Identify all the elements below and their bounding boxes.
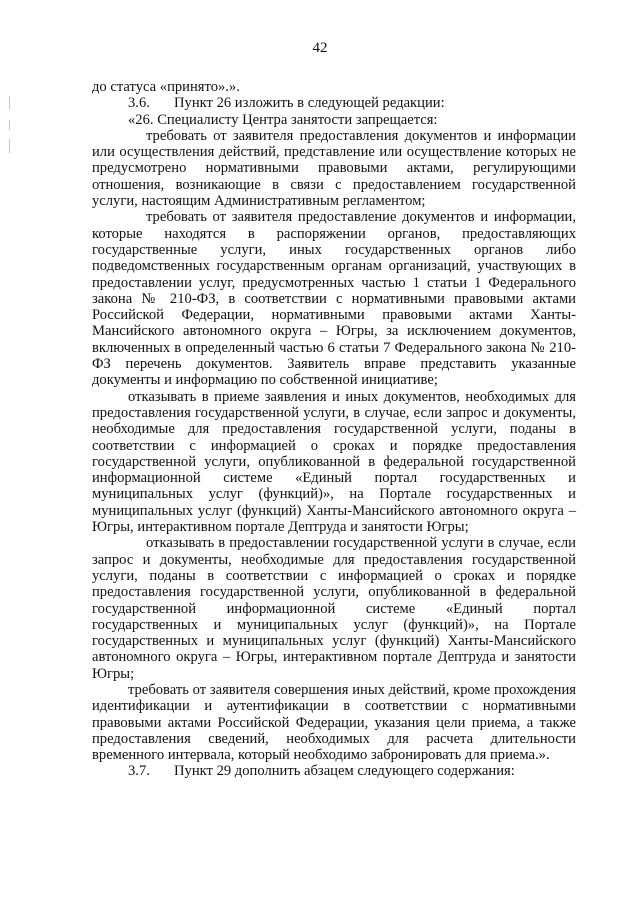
scan-margin-mark [9, 120, 10, 130]
prohibition-paragraph: требовать от заявителя предоставление документов и информации, которые находятся в распоряжении органов, предоставляющих государственные услуги, иных государственных органов либо подведомственных государственным органам организаций, участвующих в предоставлении услуг, предусмотренных частью 1 статьи 1 Федерального закона № 210-ФЗ, в соответствии с нормативными правовыми актами Российской Федерации, нормативными правовыми актами Ханты-Мансийского автономного округа – Югры, за исключением документов, включенных в определенный частью 6 статьи 7 Федерального закона № 210-ФЗ перечень документов. Заявитель вправе представить указанные документы и информацию по собственной инициативе; [92, 209, 576, 389]
section-3-6-heading [92, 95, 576, 111]
section-3-7-heading [92, 763, 576, 779]
prohibition-paragraph: требовать от заявителя совершения иных действий, кроме прохождения идентификации и аутентификации в соответствии с нормативными правовыми актами Российской Федерации, указания цели приема, а также предоставления сведений, необходимых для расчета длительности временного интервала, который необходимо забронировать для приема.». [92, 681, 576, 764]
scan-margin-mark [9, 139, 10, 153]
prohibition-paragraph: требовать от заявителя предоставления документов и информации или осуществления действий, представление или осуществление которых не предусмотрено нормативными правовыми актами, регулирующими отношения, возникающие в связи с предоставлением государственной услуги, настоящим Административным регламентом; [92, 127, 576, 210]
paragraph-continuation: до статуса «принято».». [92, 79, 240, 95]
section-text: Пункт 26 изложить в следующей редакции: [174, 95, 445, 112]
prohibition-paragraph: отказывать в приеме заявления и иных документов, необходимых для предоставления государственной услуги, в случае, если запрос и документы, необходимые для предоставления государственной услуги, поданы в соответствии с информацией о сроках и порядке предоставления государственной услуги, опубликованной в федеральной государственной информационной системе «Единый портал государственных и муниципальных услуг (функций)», на Портале государственных и муниципальных услуг (функций) Ханты-Мансийского автономного округа – Югры, интерактивном портале Дептруда и занятости Югры; [92, 388, 576, 536]
document-body [92, 79, 576, 780]
scan-margin-mark [9, 96, 10, 110]
prohibition-paragraph: отказывать в предоставлении государственной услуги в случае, если запрос и документы, необходимые для предоставления государственной услуги, поданы в соответствии с информацией о сроках и порядке предоставления государственной услуги, опубликованной в федеральной государственной информационной системе «Единый портал государственных и муниципальных услуг (функций)», на Портале государственных и муниципальных услуг (функций) Ханты-Мансийского автономного округа – Югры, интерактивном портале Дептруда и занятости Югры; [92, 535, 576, 682]
section-number: 3.7. [128, 763, 150, 780]
clause-26-intro: «26. Специалисту Центра занятости запрещается: [128, 111, 438, 128]
page-number: 42 [312, 40, 328, 56]
section-number: 3.6. [128, 95, 150, 112]
section-text: Пункт 29 дополнить абзацем следующего содержания: [174, 763, 515, 780]
